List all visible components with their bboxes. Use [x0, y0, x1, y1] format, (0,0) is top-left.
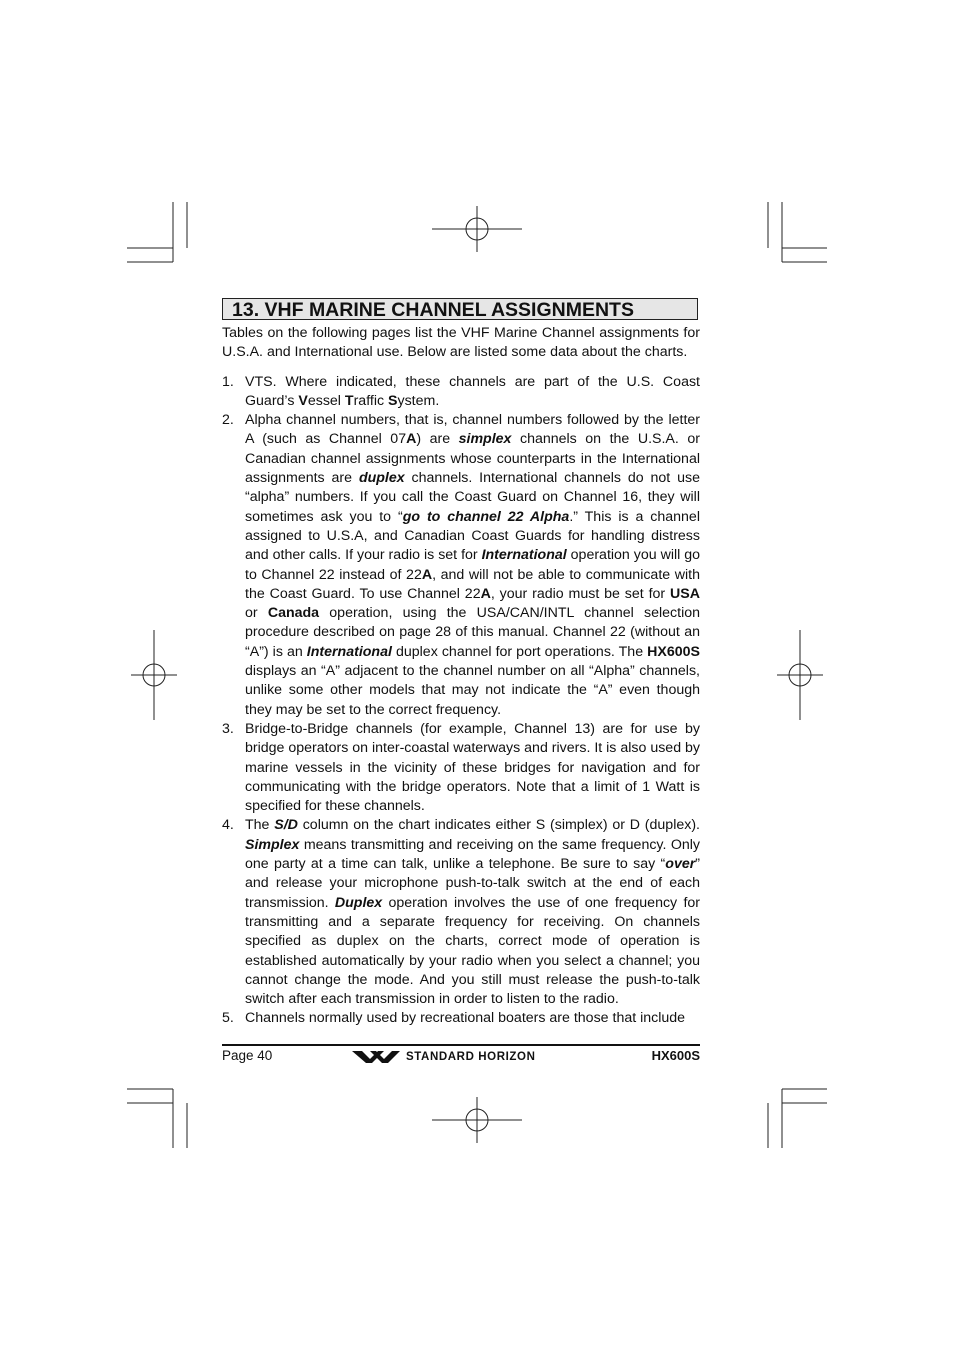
text-run: The: [245, 817, 275, 834]
list-item: [222, 411, 700, 720]
text-run: International: [306, 643, 392, 660]
text-run: , your radio must be set for: [490, 585, 671, 602]
text-run: ” and release your microphone push-to-talk switch at the end of each transmission.: [245, 856, 700, 911]
text-run: USA: [670, 585, 700, 602]
text-run: Canada: [267, 605, 320, 622]
text-run: means transmitting and receiving on the same frequency. Only one party at a time can talk, unlike a telephone. Be sure to say “: [245, 836, 700, 873]
section-title: 13. VHF MARINE CHANNEL ASSIGNMENTS: [222, 298, 698, 320]
text-run: over: [665, 856, 696, 873]
text-run: Simplex: [245, 836, 300, 853]
text-run: or: [245, 605, 268, 622]
text-run: operation you will go to Channel 22 instead of 22: [245, 547, 701, 583]
text-run: .” This is a channel assigned to U.S.A, and Canadian Coast Guards for handling distress and other calls. If your radio is set for: [245, 508, 700, 564]
text-run: V: [298, 392, 308, 409]
list-item: [222, 373, 700, 412]
text-run: go to channel 22 Alpha: [402, 508, 570, 525]
text-run: Duplex: [334, 894, 383, 911]
brand-logo: [352, 1049, 536, 1065]
list-item-number: 4.: [222, 817, 234, 834]
text-run: A: [406, 431, 417, 448]
text-run: A: [421, 566, 433, 583]
text-run: column on the chart indicates either S (simplex) or D (duplex).: [297, 817, 701, 834]
text-run: ) are: [416, 431, 459, 448]
list-item: [222, 720, 700, 816]
brand-logo-icon: [352, 1050, 400, 1064]
list-item: [222, 1009, 700, 1028]
text-run: Bridge-to-Bridge channels (for example, Channel 13) are for use by bridge operators on inter-coastal waterways and rivers. It is also used by marine vessels in the vicinity of these bridges for navigation and for communicating with the bridge operators. Note that a limit of 1 Watt is specified for these channels.: [245, 720, 701, 815]
text-run: , and will not be able to communicate with the Coast Guard. To use Channel 22: [245, 566, 700, 602]
text-run: operation involves the use of one frequency for transmitting and a separate frequency for receiving. On channels specified as duplex on the charts, correct mode of operation is established automatically by your radio when you select a channel; you cannot change the mode. And you still must release the push-to-talk switch after each transmission in order to listen to the radio.: [245, 894, 701, 1008]
list-item: [222, 816, 700, 1009]
text-run: T: [344, 392, 354, 409]
footer-rule: [222, 1044, 700, 1046]
text-run: ystem.: [397, 392, 440, 409]
text-run: displays an “A” adjacent to the channel number on all “Alpha” channels, unlike some other models that may not indicate the “A” even though they may be set to the correct frequency.: [245, 663, 700, 718]
text-run: operation, using the USA/CAN/INTL channel selection procedure described on page 28 of this manual. Channel 22 (without an “A”) is an: [245, 605, 700, 660]
list-item-number: 2.: [222, 412, 234, 429]
page-number: Page 40: [222, 1048, 273, 1063]
text-run: channels. International channels do not use “alpha” numbers. If you call the Coast Guard on Channel 16, they will sometimes ask you to “: [245, 470, 700, 525]
list-item-number: 1.: [222, 373, 234, 390]
brand-name: STANDARD HORIZON: [406, 1051, 536, 1063]
text-run: International: [481, 547, 567, 564]
list-item-number: 3.: [222, 720, 234, 737]
model-name: HX600S: [651, 1048, 700, 1063]
notes-list: [222, 373, 700, 1029]
text-run: S/D: [274, 817, 298, 834]
text-run: A: [480, 585, 491, 602]
text-run: Channels normally used by recreational boaters are those that include: [245, 1010, 686, 1027]
text-run: HX600S: [647, 643, 700, 660]
text-run: channels on the U.S.A. or Canadian channel assignments whose counterparts in the International assignments are: [245, 431, 700, 487]
text-run: VTS. Where indicated, these channels are part of the U.S. Coast Guard’s: [245, 373, 700, 409]
intro-paragraph: Tables on the following pages list the VHF Marine Channel assignments for U.S.A. and International use. Below are listed some data about the charts.: [222, 325, 700, 361]
text-run: duplex: [358, 470, 405, 487]
text-run: raffic: [353, 392, 389, 409]
text-run: S: [388, 392, 398, 409]
text-run: duplex channel for port operations. The: [391, 643, 648, 660]
text-run: essel: [307, 392, 345, 409]
text-run: simplex: [458, 431, 512, 448]
list-item-number: 5.: [222, 1010, 234, 1027]
text-run: Alpha channel numbers, that is, channel numbers followed by the letter A (such as Channel 07: [245, 412, 700, 448]
body-text: [222, 324, 700, 1029]
